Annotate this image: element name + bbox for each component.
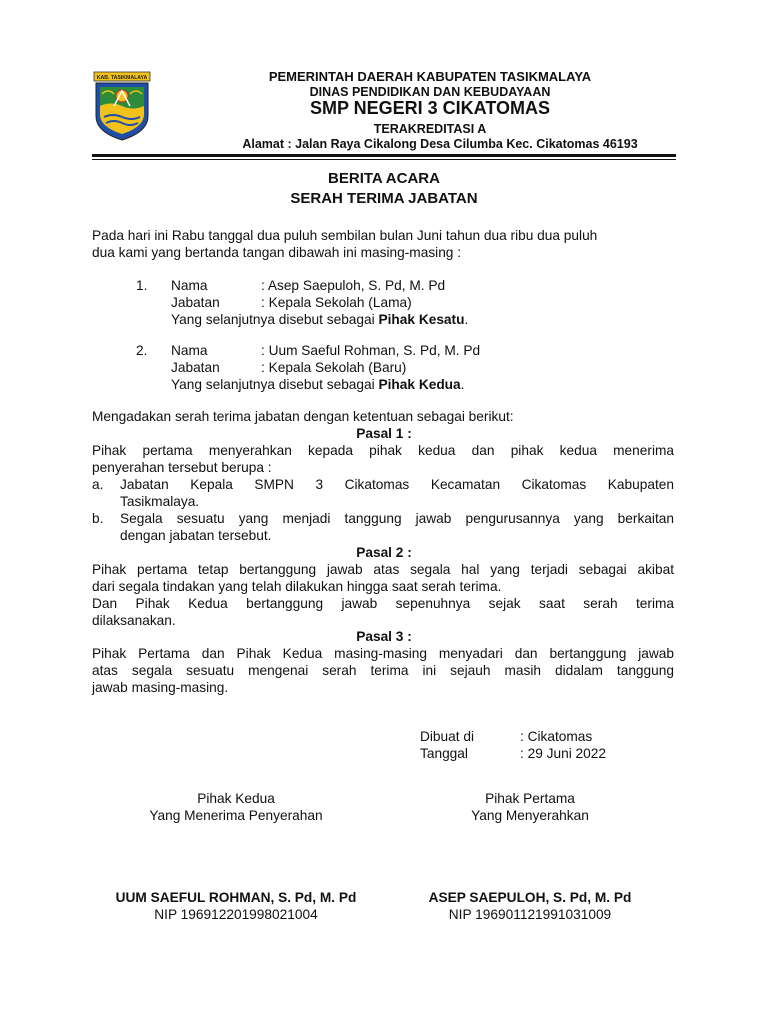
right-signatory-description: Yang Menyerahkan	[471, 808, 589, 823]
school-address: Alamat : Jalan Raya Cikalong Desa Cilumba Kec. Cikatomas 46193	[242, 137, 638, 151]
right-signatory-nip: NIP 196901121991031009	[448, 907, 612, 922]
regency-emblem-icon	[92, 70, 152, 142]
school-name: SMP NEGERI 3 CIKATOMAS	[309, 98, 551, 118]
party-1-position-value: : Kepala Sekolah (Lama)	[261, 295, 412, 310]
party-2-name-label: Nama	[171, 343, 208, 358]
item-a-text-2: Tasikmalaya.	[120, 494, 200, 509]
party-1-name-label: Nama	[171, 278, 208, 293]
pasal-1-title: Pasal 1 :	[356, 426, 412, 441]
item-a-marker: a.	[92, 477, 104, 492]
party-1-reference: Yang selanjutnya disebut sebagai Pihak Kesatu.	[171, 312, 469, 327]
pasal-1-text-1: Pihak pertama menyerahkan kepada pihak kedua dan pihak kedua menerima	[92, 443, 674, 458]
item-b-marker: b.	[92, 511, 104, 526]
party-2-position-value: : Kepala Sekolah (Baru)	[261, 360, 407, 375]
pasal-2-title: Pasal 2 :	[356, 545, 412, 560]
lead-text: Mengadakan serah terima jabatan dengan ketentuan sebagai berikut:	[92, 409, 514, 424]
left-signatory-description: Yang Menerima Penyerahan	[149, 808, 323, 823]
pasal-3-title: Pasal 3 :	[356, 629, 412, 644]
party-2-position-label: Jabatan	[171, 360, 220, 375]
intro-line-1: Pada hari ini Rabu tanggal dua puluh sembilan bulan Juni tahun dua ribu dua puluh	[92, 228, 598, 243]
party-2-name-value: : Uum Saeful Rohman, S. Pd, M. Pd	[261, 343, 481, 358]
party-1-name-value: : Asep Saepuloh, S. Pd, M. Pd	[261, 278, 446, 293]
item-b-text-1: Segala sesuatu yang menjadi tanggung jawab pengurusannya yang berkaitan	[120, 511, 674, 526]
pasal-3-text-3: jawab masing-masing.	[92, 680, 229, 695]
letterhead-thin-rule	[92, 159, 676, 160]
right-signatory-role: Pihak Pertama	[485, 791, 575, 806]
left-signatory-nip: NIP 196912201998021004	[154, 907, 318, 922]
accreditation: TERAKREDITASI A	[373, 122, 487, 136]
made-at-label: Dibuat di	[420, 729, 475, 744]
party-1-number: 1.	[136, 278, 148, 293]
left-signatory-name: UUM SAEFUL ROHMAN, S. Pd, M. Pd	[115, 890, 357, 905]
pasal-3-text-1: Pihak Pertama dan Pihak Kedua masing-masing menyadari dan bertanggung jawab	[92, 646, 674, 661]
pasal-1-text-2: penyerahan tersebut berupa :	[92, 460, 272, 475]
left-signatory-role: Pihak Kedua	[197, 791, 275, 806]
pasal-2-text-2: dari segala tindakan yang telah dilakukan hingga saat serah terima.	[92, 579, 502, 594]
party-2-reference: Yang selanjutnya disebut sebagai Pihak Kedua.	[171, 377, 465, 392]
item-a-text-1: Jabatan Kepala SMPN 3 Cikatomas Kecamatan Cikatomas Kabupaten	[120, 477, 674, 492]
pasal-2-text-4: dilaksanakan.	[92, 613, 176, 628]
right-signatory-name: ASEP SAEPULOH, S. Pd, M. Pd	[428, 890, 632, 905]
date-label: Tanggal	[420, 746, 468, 761]
svg-text:KAB. TASIKMALAYA: KAB. TASIKMALAYA	[96, 75, 148, 81]
party-2-number: 2.	[136, 343, 148, 358]
pasal-2-text-1: Pihak pertama tetap bertanggung jawab atas segala hal yang terjadi sebagai akibat	[92, 562, 674, 577]
date-value: : 29 Juni 2022	[520, 746, 606, 761]
item-b-text-2: dengan jabatan tersebut.	[120, 528, 272, 543]
document-subtitle: SERAH TERIMA JABATAN	[290, 190, 478, 207]
letterhead-thick-rule	[92, 154, 676, 157]
pasal-3-text-2: atas segala sesuatu mengenai serah terima ini sejauh masih didalam tanggung	[92, 663, 674, 678]
document-title: BERITA ACARA	[328, 170, 440, 187]
pasal-2-text-3: Dan Pihak Kedua bertanggung jawab sepenuhnya sejak saat serah terima	[92, 596, 674, 611]
department-name: DINAS PENDIDIKAN DAN KEBUDAYAAN	[309, 85, 551, 99]
party-1-position-label: Jabatan	[171, 295, 220, 310]
government-name: PEMERINTAH DAERAH KABUPATEN TASIKMALAYA	[268, 69, 592, 84]
intro-line-2: dua kami yang bertanda tangan dibawah ini masing-masing :	[92, 245, 462, 260]
made-at-value: : Cikatomas	[520, 729, 593, 744]
